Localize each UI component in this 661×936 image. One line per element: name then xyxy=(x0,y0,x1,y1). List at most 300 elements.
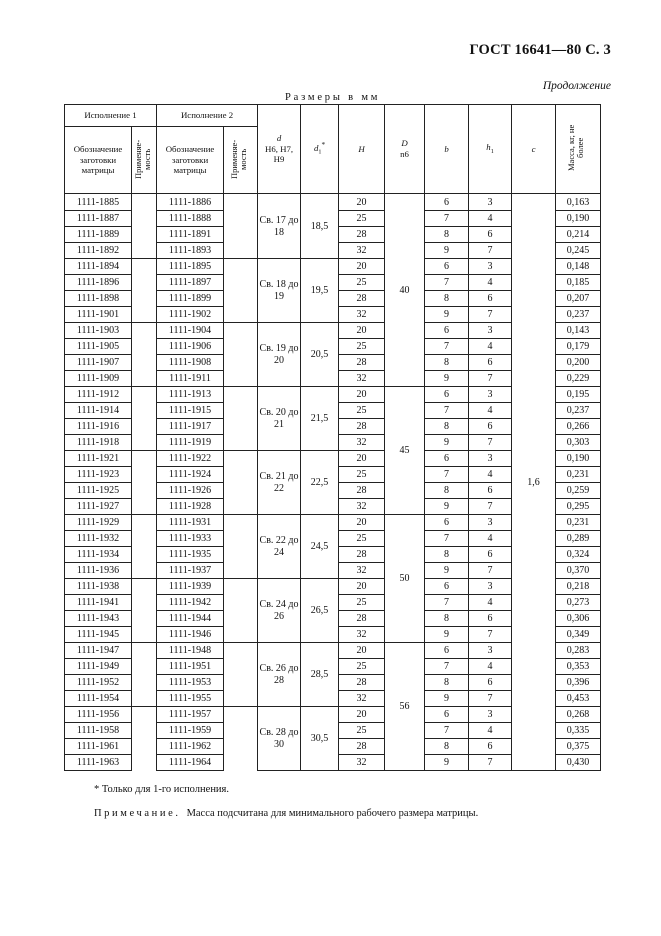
designation-2-cell: 1111-1928 xyxy=(157,499,224,515)
mass-value-cell: 0,190 xyxy=(556,451,601,467)
h1-value-cell: 3 xyxy=(469,451,512,467)
designation-1-cell: 1111-1907 xyxy=(65,355,132,371)
mass-value-cell: 0,289 xyxy=(556,531,601,547)
H-value-cell: 20 xyxy=(339,579,385,595)
designation-1-cell: 1111-1901 xyxy=(65,307,132,323)
d1-value-cell: 22,5 xyxy=(301,451,339,515)
h1-value-cell: 4 xyxy=(469,275,512,291)
d-range-cell: Св. 21 до 22 xyxy=(258,451,301,515)
D-value-cell: 56 xyxy=(385,643,425,771)
mass-value-cell: 0,195 xyxy=(556,387,601,403)
designation-1-cell: 1111-1934 xyxy=(65,547,132,563)
applicability-2-cell xyxy=(224,547,258,563)
d1-value-cell: 19,5 xyxy=(301,259,339,323)
d1-value-cell: 18,5 xyxy=(301,194,339,259)
designation-1-cell: 1111-1903 xyxy=(65,323,132,339)
applicability-2-cell xyxy=(224,275,258,291)
designation-1-cell: 1111-1958 xyxy=(65,723,132,739)
mass-value-cell: 0,190 xyxy=(556,211,601,227)
mass-value-cell: 0,283 xyxy=(556,643,601,659)
designation-2-cell: 1111-1917 xyxy=(157,419,224,435)
b-value-cell: 7 xyxy=(425,211,469,227)
mass-value-cell: 0,266 xyxy=(556,419,601,435)
b-value-cell: 6 xyxy=(425,579,469,595)
designation-1-cell: 1111-1945 xyxy=(65,627,132,643)
applicability-1-cell xyxy=(132,643,157,659)
designation-2-cell: 1111-1893 xyxy=(157,243,224,259)
applicability-1-cell xyxy=(132,435,157,451)
D-value-cell: 40 xyxy=(385,194,425,387)
applicability-1-cell xyxy=(132,371,157,387)
designation-1-cell: 1111-1961 xyxy=(65,739,132,755)
b-value-cell: 8 xyxy=(425,547,469,563)
D-value-cell: 45 xyxy=(385,387,425,515)
designation-1-cell: 1111-1885 xyxy=(65,194,132,211)
table-body xyxy=(65,194,601,771)
applicability-2-cell xyxy=(224,371,258,387)
H-value-cell: 20 xyxy=(339,707,385,723)
designation-1-cell: 1111-1943 xyxy=(65,611,132,627)
designation-2-cell: 1111-1904 xyxy=(157,323,224,339)
applicability-1-cell xyxy=(132,291,157,307)
H-value-cell: 20 xyxy=(339,451,385,467)
designation-2-cell: 1111-1886 xyxy=(157,194,224,211)
b-value-cell: 9 xyxy=(425,627,469,643)
header-execution-2: Исполнение 2 xyxy=(157,105,258,127)
b-value-cell: 7 xyxy=(425,531,469,547)
applicability-1-cell xyxy=(132,259,157,275)
h1-value-cell: 7 xyxy=(469,691,512,707)
H-value-cell: 32 xyxy=(339,691,385,707)
H-value-cell: 28 xyxy=(339,739,385,755)
designation-1-cell: 1111-1954 xyxy=(65,691,132,707)
h1-value-cell: 3 xyxy=(469,579,512,595)
designation-2-cell: 1111-1953 xyxy=(157,675,224,691)
h1-value-cell: 4 xyxy=(469,723,512,739)
designation-1-cell: 1111-1949 xyxy=(65,659,132,675)
b-value-cell: 6 xyxy=(425,194,469,211)
applicability-2-cell xyxy=(224,467,258,483)
h1-value-cell: 6 xyxy=(469,739,512,755)
mass-value-cell: 0,200 xyxy=(556,355,601,371)
b-value-cell: 8 xyxy=(425,355,469,371)
designation-2-cell: 1111-1946 xyxy=(157,627,224,643)
mass-value-cell: 0,214 xyxy=(556,227,601,243)
H-value-cell: 32 xyxy=(339,243,385,259)
b-value-cell: 6 xyxy=(425,259,469,275)
mass-value-cell: 0,430 xyxy=(556,755,601,771)
h1-value-cell: 7 xyxy=(469,307,512,323)
designation-2-cell: 1111-1913 xyxy=(157,387,224,403)
b-value-cell: 9 xyxy=(425,563,469,579)
h1-value-cell: 6 xyxy=(469,227,512,243)
applicability-1-cell xyxy=(132,691,157,707)
applicability-1-cell xyxy=(132,723,157,739)
H-value-cell: 28 xyxy=(339,227,385,243)
designation-1-cell: 1111-1936 xyxy=(65,563,132,579)
designation-2-cell: 1111-1959 xyxy=(157,723,224,739)
b-value-cell: 8 xyxy=(425,291,469,307)
applicability-2-cell xyxy=(224,579,258,595)
mass-value-cell: 0,353 xyxy=(556,659,601,675)
H-value-cell: 32 xyxy=(339,499,385,515)
designation-2-cell: 1111-1957 xyxy=(157,707,224,723)
mass-value-cell: 0,218 xyxy=(556,579,601,595)
H-value-cell: 32 xyxy=(339,307,385,323)
b-value-cell: 7 xyxy=(425,595,469,611)
applicability-2-cell xyxy=(224,211,258,227)
designation-2-cell: 1111-1931 xyxy=(157,515,224,531)
h1-value-cell: 7 xyxy=(469,627,512,643)
H-value-cell: 25 xyxy=(339,403,385,419)
designation-1-cell: 1111-1921 xyxy=(65,451,132,467)
mass-value-cell: 0,237 xyxy=(556,403,601,419)
applicability-2-cell xyxy=(224,499,258,515)
h1-value-cell: 7 xyxy=(469,371,512,387)
designation-1-cell: 1111-1941 xyxy=(65,595,132,611)
header-d1: $d_1^*$ xyxy=(301,105,339,194)
H-value-cell: 25 xyxy=(339,531,385,547)
b-value-cell: 7 xyxy=(425,403,469,419)
applicability-1-cell xyxy=(132,483,157,499)
applicability-1-cell xyxy=(132,659,157,675)
mass-value-cell: 0,273 xyxy=(556,595,601,611)
note xyxy=(94,808,478,819)
h1-value-cell: 3 xyxy=(469,643,512,659)
applicability-2-cell xyxy=(224,435,258,451)
designation-2-cell: 1111-1926 xyxy=(157,483,224,499)
designation-2-cell: 1111-1919 xyxy=(157,435,224,451)
applicability-2-cell xyxy=(224,563,258,579)
designation-1-cell: 1111-1952 xyxy=(65,675,132,691)
d1-value-cell: 30,5 xyxy=(301,707,339,771)
note-text: Масса подсчитана для минимального рабочего размера матрицы. xyxy=(186,808,479,819)
b-value-cell: 6 xyxy=(425,707,469,723)
applicability-1-cell xyxy=(132,499,157,515)
applicability-1-cell xyxy=(132,467,157,483)
applicability-2-cell xyxy=(224,755,258,771)
header-H: H xyxy=(339,105,385,194)
designation-1-cell: 1111-1938 xyxy=(65,579,132,595)
mass-value-cell: 0,306 xyxy=(556,611,601,627)
header-applicability-2: Применяе- мость xyxy=(224,127,258,194)
designation-2-cell: 1111-1899 xyxy=(157,291,224,307)
designation-1-cell: 1111-1918 xyxy=(65,435,132,451)
applicability-2-cell xyxy=(224,194,258,211)
designation-1-cell: 1111-1912 xyxy=(65,387,132,403)
h1-value-cell: 4 xyxy=(469,339,512,355)
designation-1-cell: 1111-1956 xyxy=(65,707,132,723)
designation-2-cell: 1111-1922 xyxy=(157,451,224,467)
b-value-cell: 9 xyxy=(425,307,469,323)
d1-value-cell: 20,5 xyxy=(301,323,339,387)
H-value-cell: 20 xyxy=(339,323,385,339)
applicability-2-cell xyxy=(224,659,258,675)
designation-1-cell: 1111-1887 xyxy=(65,211,132,227)
b-value-cell: 7 xyxy=(425,339,469,355)
H-value-cell: 25 xyxy=(339,595,385,611)
applicability-2-cell xyxy=(224,307,258,323)
applicability-1-cell xyxy=(132,595,157,611)
c-value-cell: 1,6 xyxy=(512,194,556,771)
table-row xyxy=(65,194,601,211)
mass-value-cell: 0,303 xyxy=(556,435,601,451)
H-value-cell: 28 xyxy=(339,291,385,307)
header-d: d Н6, Н7, Н9 xyxy=(258,105,301,194)
H-value-cell: 28 xyxy=(339,611,385,627)
dimensions-caption: Размеры в мм xyxy=(285,92,381,103)
h1-value-cell: 4 xyxy=(469,531,512,547)
designation-1-cell: 1111-1927 xyxy=(65,499,132,515)
mass-value-cell: 0,375 xyxy=(556,739,601,755)
b-value-cell: 6 xyxy=(425,515,469,531)
h1-value-cell: 4 xyxy=(469,211,512,227)
H-value-cell: 28 xyxy=(339,483,385,499)
applicability-2-cell xyxy=(224,675,258,691)
applicability-2-cell xyxy=(224,643,258,659)
designation-1-cell: 1111-1892 xyxy=(65,243,132,259)
mass-value-cell: 0,268 xyxy=(556,707,601,723)
applicability-2-cell xyxy=(224,483,258,499)
mass-value-cell: 0,295 xyxy=(556,499,601,515)
applicability-2-cell xyxy=(224,339,258,355)
note-label: Примечание. xyxy=(94,808,181,819)
mass-value-cell: 0,237 xyxy=(556,307,601,323)
designation-2-cell: 1111-1915 xyxy=(157,403,224,419)
designation-2-cell: 1111-1951 xyxy=(157,659,224,675)
b-value-cell: 8 xyxy=(425,483,469,499)
applicability-2-cell xyxy=(224,691,258,707)
applicability-1-cell xyxy=(132,755,157,771)
H-value-cell: 20 xyxy=(339,259,385,275)
h1-value-cell: 4 xyxy=(469,595,512,611)
designation-2-cell: 1111-1908 xyxy=(157,355,224,371)
b-value-cell: 6 xyxy=(425,451,469,467)
H-value-cell: 32 xyxy=(339,563,385,579)
applicability-1-cell xyxy=(132,547,157,563)
applicability-1-cell xyxy=(132,339,157,355)
h1-value-cell: 6 xyxy=(469,611,512,627)
designation-1-cell: 1111-1925 xyxy=(65,483,132,499)
mass-value-cell: 0,324 xyxy=(556,547,601,563)
b-value-cell: 7 xyxy=(425,275,469,291)
H-value-cell: 28 xyxy=(339,547,385,563)
applicability-2-cell xyxy=(224,259,258,275)
mass-value-cell: 0,259 xyxy=(556,483,601,499)
applicability-1-cell xyxy=(132,275,157,291)
designation-1-cell: 1111-1905 xyxy=(65,339,132,355)
applicability-1-cell xyxy=(132,243,157,259)
applicability-2-cell xyxy=(224,723,258,739)
H-value-cell: 32 xyxy=(339,371,385,387)
designation-2-cell: 1111-1942 xyxy=(157,595,224,611)
applicability-2-cell xyxy=(224,531,258,547)
mass-value-cell: 0,163 xyxy=(556,194,601,211)
h1-value-cell: 6 xyxy=(469,547,512,563)
d-range-cell: Св. 18 до 19 xyxy=(258,259,301,323)
applicability-1-cell xyxy=(132,627,157,643)
h1-value-cell: 3 xyxy=(469,194,512,211)
designation-2-cell: 1111-1895 xyxy=(157,259,224,275)
applicability-1-cell xyxy=(132,611,157,627)
b-value-cell: 6 xyxy=(425,387,469,403)
designation-2-cell: 1111-1964 xyxy=(157,755,224,771)
H-value-cell: 25 xyxy=(339,723,385,739)
header-b: b xyxy=(425,105,469,194)
mass-value-cell: 0,143 xyxy=(556,323,601,339)
b-value-cell: 9 xyxy=(425,435,469,451)
applicability-2-cell xyxy=(224,739,258,755)
applicability-1-cell xyxy=(132,531,157,547)
header-designation-2: Обозначение заготовки матрицы xyxy=(157,127,224,194)
mass-value-cell: 0,179 xyxy=(556,339,601,355)
applicability-2-cell xyxy=(224,419,258,435)
h1-value-cell: 3 xyxy=(469,515,512,531)
b-value-cell: 7 xyxy=(425,659,469,675)
designation-2-cell: 1111-1948 xyxy=(157,643,224,659)
header-mass: Масса, кг, не более xyxy=(556,105,601,194)
H-value-cell: 20 xyxy=(339,515,385,531)
h1-value-cell: 6 xyxy=(469,419,512,435)
applicability-2-cell xyxy=(224,355,258,371)
H-value-cell: 28 xyxy=(339,355,385,371)
b-value-cell: 9 xyxy=(425,499,469,515)
h1-value-cell: 6 xyxy=(469,483,512,499)
b-value-cell: 8 xyxy=(425,227,469,243)
designation-2-cell: 1111-1944 xyxy=(157,611,224,627)
specification-table xyxy=(64,104,601,771)
mass-value-cell: 0,453 xyxy=(556,691,601,707)
document-header: ГОСТ 16641—80 С. 3 xyxy=(469,42,611,58)
designation-2-cell: 1111-1962 xyxy=(157,739,224,755)
applicability-1-cell xyxy=(132,563,157,579)
h1-value-cell: 7 xyxy=(469,755,512,771)
applicability-2-cell xyxy=(224,627,258,643)
d-range-cell: Св. 28 до 30 xyxy=(258,707,301,771)
applicability-2-cell xyxy=(224,243,258,259)
applicability-1-cell xyxy=(132,707,157,723)
applicability-1-cell xyxy=(132,739,157,755)
header-h1: $h_1$ xyxy=(469,105,512,194)
applicability-1-cell xyxy=(132,355,157,371)
mass-value-cell: 0,370 xyxy=(556,563,601,579)
h1-value-cell: 3 xyxy=(469,259,512,275)
mass-value-cell: 0,335 xyxy=(556,723,601,739)
b-value-cell: 9 xyxy=(425,371,469,387)
d1-value-cell: 24,5 xyxy=(301,515,339,579)
applicability-1-cell xyxy=(132,403,157,419)
designation-1-cell: 1111-1963 xyxy=(65,755,132,771)
h1-value-cell: 6 xyxy=(469,355,512,371)
designation-2-cell: 1111-1906 xyxy=(157,339,224,355)
mass-value-cell: 0,231 xyxy=(556,515,601,531)
applicability-1-cell xyxy=(132,307,157,323)
mass-value-cell: 0,207 xyxy=(556,291,601,307)
designation-1-cell: 1111-1898 xyxy=(65,291,132,307)
applicability-1-cell xyxy=(132,515,157,531)
d1-value-cell: 21,5 xyxy=(301,387,339,451)
designation-2-cell: 1111-1888 xyxy=(157,211,224,227)
b-value-cell: 8 xyxy=(425,675,469,691)
h1-value-cell: 6 xyxy=(469,291,512,307)
b-value-cell: 7 xyxy=(425,467,469,483)
applicability-2-cell xyxy=(224,323,258,339)
d-range-cell: Св. 22 до 24 xyxy=(258,515,301,579)
designation-2-cell: 1111-1902 xyxy=(157,307,224,323)
H-value-cell: 28 xyxy=(339,419,385,435)
designation-2-cell: 1111-1911 xyxy=(157,371,224,387)
b-value-cell: 8 xyxy=(425,611,469,627)
applicability-2-cell xyxy=(224,707,258,723)
applicability-1-cell xyxy=(132,227,157,243)
h1-value-cell: 4 xyxy=(469,467,512,483)
designation-2-cell: 1111-1891 xyxy=(157,227,224,243)
footnote: * Только для 1-го исполнения. xyxy=(94,784,230,795)
h1-value-cell: 7 xyxy=(469,499,512,515)
applicability-2-cell xyxy=(224,291,258,307)
H-value-cell: 28 xyxy=(339,675,385,691)
mass-value-cell: 0,231 xyxy=(556,467,601,483)
applicability-1-cell xyxy=(132,419,157,435)
mass-value-cell: 0,245 xyxy=(556,243,601,259)
applicability-1-cell xyxy=(132,194,157,211)
designation-1-cell: 1111-1909 xyxy=(65,371,132,387)
mass-value-cell: 0,229 xyxy=(556,371,601,387)
H-value-cell: 25 xyxy=(339,211,385,227)
designation-1-cell: 1111-1923 xyxy=(65,467,132,483)
designation-2-cell: 1111-1933 xyxy=(157,531,224,547)
D-value-cell: 50 xyxy=(385,515,425,643)
b-value-cell: 9 xyxy=(425,755,469,771)
designation-2-cell: 1111-1955 xyxy=(157,691,224,707)
header-designation-1: Обозначение заготовки матрицы xyxy=(65,127,132,194)
mass-value-cell: 0,396 xyxy=(556,675,601,691)
designation-1-cell: 1111-1929 xyxy=(65,515,132,531)
designation-2-cell: 1111-1935 xyxy=(157,547,224,563)
applicability-2-cell xyxy=(224,227,258,243)
H-value-cell: 25 xyxy=(339,467,385,483)
applicability-2-cell xyxy=(224,515,258,531)
designation-2-cell: 1111-1937 xyxy=(157,563,224,579)
d-range-cell: Св. 20 до 21 xyxy=(258,387,301,451)
b-value-cell: 7 xyxy=(425,723,469,739)
b-value-cell: 6 xyxy=(425,323,469,339)
designation-1-cell: 1111-1889 xyxy=(65,227,132,243)
b-value-cell: 8 xyxy=(425,739,469,755)
h1-value-cell: 3 xyxy=(469,387,512,403)
designation-1-cell: 1111-1894 xyxy=(65,259,132,275)
designation-1-cell: 1111-1896 xyxy=(65,275,132,291)
H-value-cell: 20 xyxy=(339,387,385,403)
h1-value-cell: 7 xyxy=(469,435,512,451)
H-value-cell: 32 xyxy=(339,755,385,771)
h1-value-cell: 4 xyxy=(469,403,512,419)
applicability-1-cell xyxy=(132,211,157,227)
applicability-2-cell xyxy=(224,595,258,611)
d-range-cell: Св. 17 до 18 xyxy=(258,194,301,259)
h1-value-cell: 4 xyxy=(469,659,512,675)
mass-value-cell: 0,349 xyxy=(556,627,601,643)
h1-value-cell: 3 xyxy=(469,323,512,339)
designation-1-cell: 1111-1932 xyxy=(65,531,132,547)
applicability-2-cell xyxy=(224,611,258,627)
applicability-2-cell xyxy=(224,387,258,403)
designation-1-cell: 1111-1914 xyxy=(65,403,132,419)
d-range-cell: Св. 24 до 26 xyxy=(258,579,301,643)
applicability-2-cell xyxy=(224,403,258,419)
applicability-1-cell xyxy=(132,451,157,467)
H-value-cell: 32 xyxy=(339,435,385,451)
